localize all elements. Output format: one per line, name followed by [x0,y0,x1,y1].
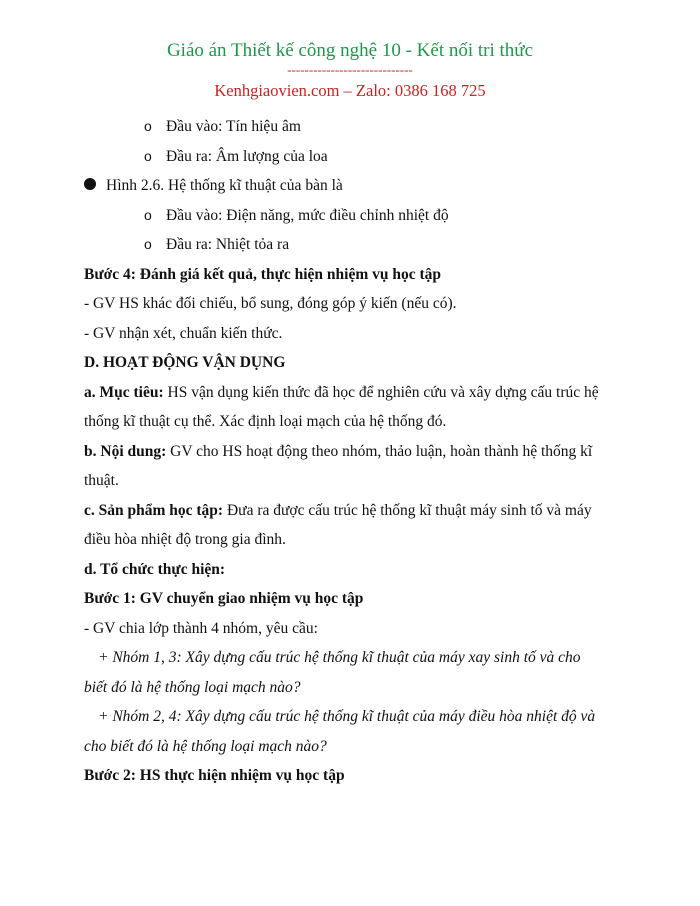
page-header [0,38,700,103]
paragraph: - GV HS khác đối chiếu, bổ sung, đóng góp ý kiến (nếu có). [84,295,457,312]
sub-item [84,112,624,142]
sub-item-text: Đầu vào: Tín hiệu âm [166,118,301,135]
header-title: Giáo án Thiết kế công nghệ 10 - Kết nối tri thức [166,40,534,61]
circle-bullet-icon: o [144,147,152,164]
content-label: b. Nội dung: [84,442,167,460]
sub-item-text: Đầu vào: Điện năng, mức điều chỉnh nhiệt độ [166,206,449,224]
sub-item-text: Đầu ra: Âm lượng của loa [166,147,328,165]
group-task: + Nhóm 1, 3: Xây dựng cấu trúc hệ thống kĩ thuật của máy xay sinh tố và cho biết đó là hệ thống loại mạch nào? [84,649,581,696]
circle-bullet-icon: o [144,118,152,134]
bullet-item-text: Hình 2.6. Hệ thống kĩ thuật của bàn là [106,177,343,194]
subsection-heading: d. Tổ chức thực hiện: [84,560,226,578]
document-body [84,112,624,791]
product-label: c. Sản phẩm học tập: [84,501,224,519]
header-divider: ----------------------------- [287,62,413,77]
paragraph: - GV chia lớp thành 4 nhóm, yêu cầu: [84,619,318,637]
sub-item-text: Đầu ra: Nhiệt tỏa ra [166,236,290,253]
content-paragraph: b. Nội dung: GV cho HS hoạt động theo nhóm, thảo luận, hoàn thành hệ thống kĩ thuật. [84,442,593,489]
bullet-item [84,171,624,201]
circle-bullet-icon: o [144,206,152,223]
filled-bullet-icon [84,178,96,190]
goal-paragraph: a. Mục tiêu: HS vận dụng kiến thức đã học để nghiên cứu và xây dựng cấu trúc hệ thống kĩ thuật cụ thể. Xác định loại mạch của hệ thống đó. [84,383,599,430]
goal-label: a. Mục tiêu: [84,383,164,401]
paragraph: - GV nhận xét, chuẩn kiến thức. [84,324,283,342]
section-heading: D. HOẠT ĐỘNG VẬN DỤNG [84,354,286,371]
step-heading: Bước 1: GV chuyển giao nhiệm vụ học tập [84,590,364,607]
sub-item [84,201,624,231]
step-heading: Bước 2: HS thực hiện nhiệm vụ học tập [84,767,345,784]
sub-item [84,230,624,260]
group-task: + Nhóm 2, 4: Xây dựng cấu trúc hệ thống kĩ thuật của máy điều hòa nhiệt độ và cho biết đó là hệ thống loại mạch nào? [84,708,596,755]
circle-bullet-icon: o [144,236,152,252]
header-contact: Kenhgiaovien.com – Zalo: 0386 168 725 [214,81,486,100]
sub-item [84,142,624,172]
step-heading: Bước 4: Đánh giá kết quả, thực hiện nhiệm vụ học tập [84,265,442,283]
product-paragraph: c. Sản phẩm học tập: Đưa ra được cấu trúc hệ thống kĩ thuật máy sinh tố và máy điều hòa nhiệt độ trong gia đình. [84,501,592,548]
